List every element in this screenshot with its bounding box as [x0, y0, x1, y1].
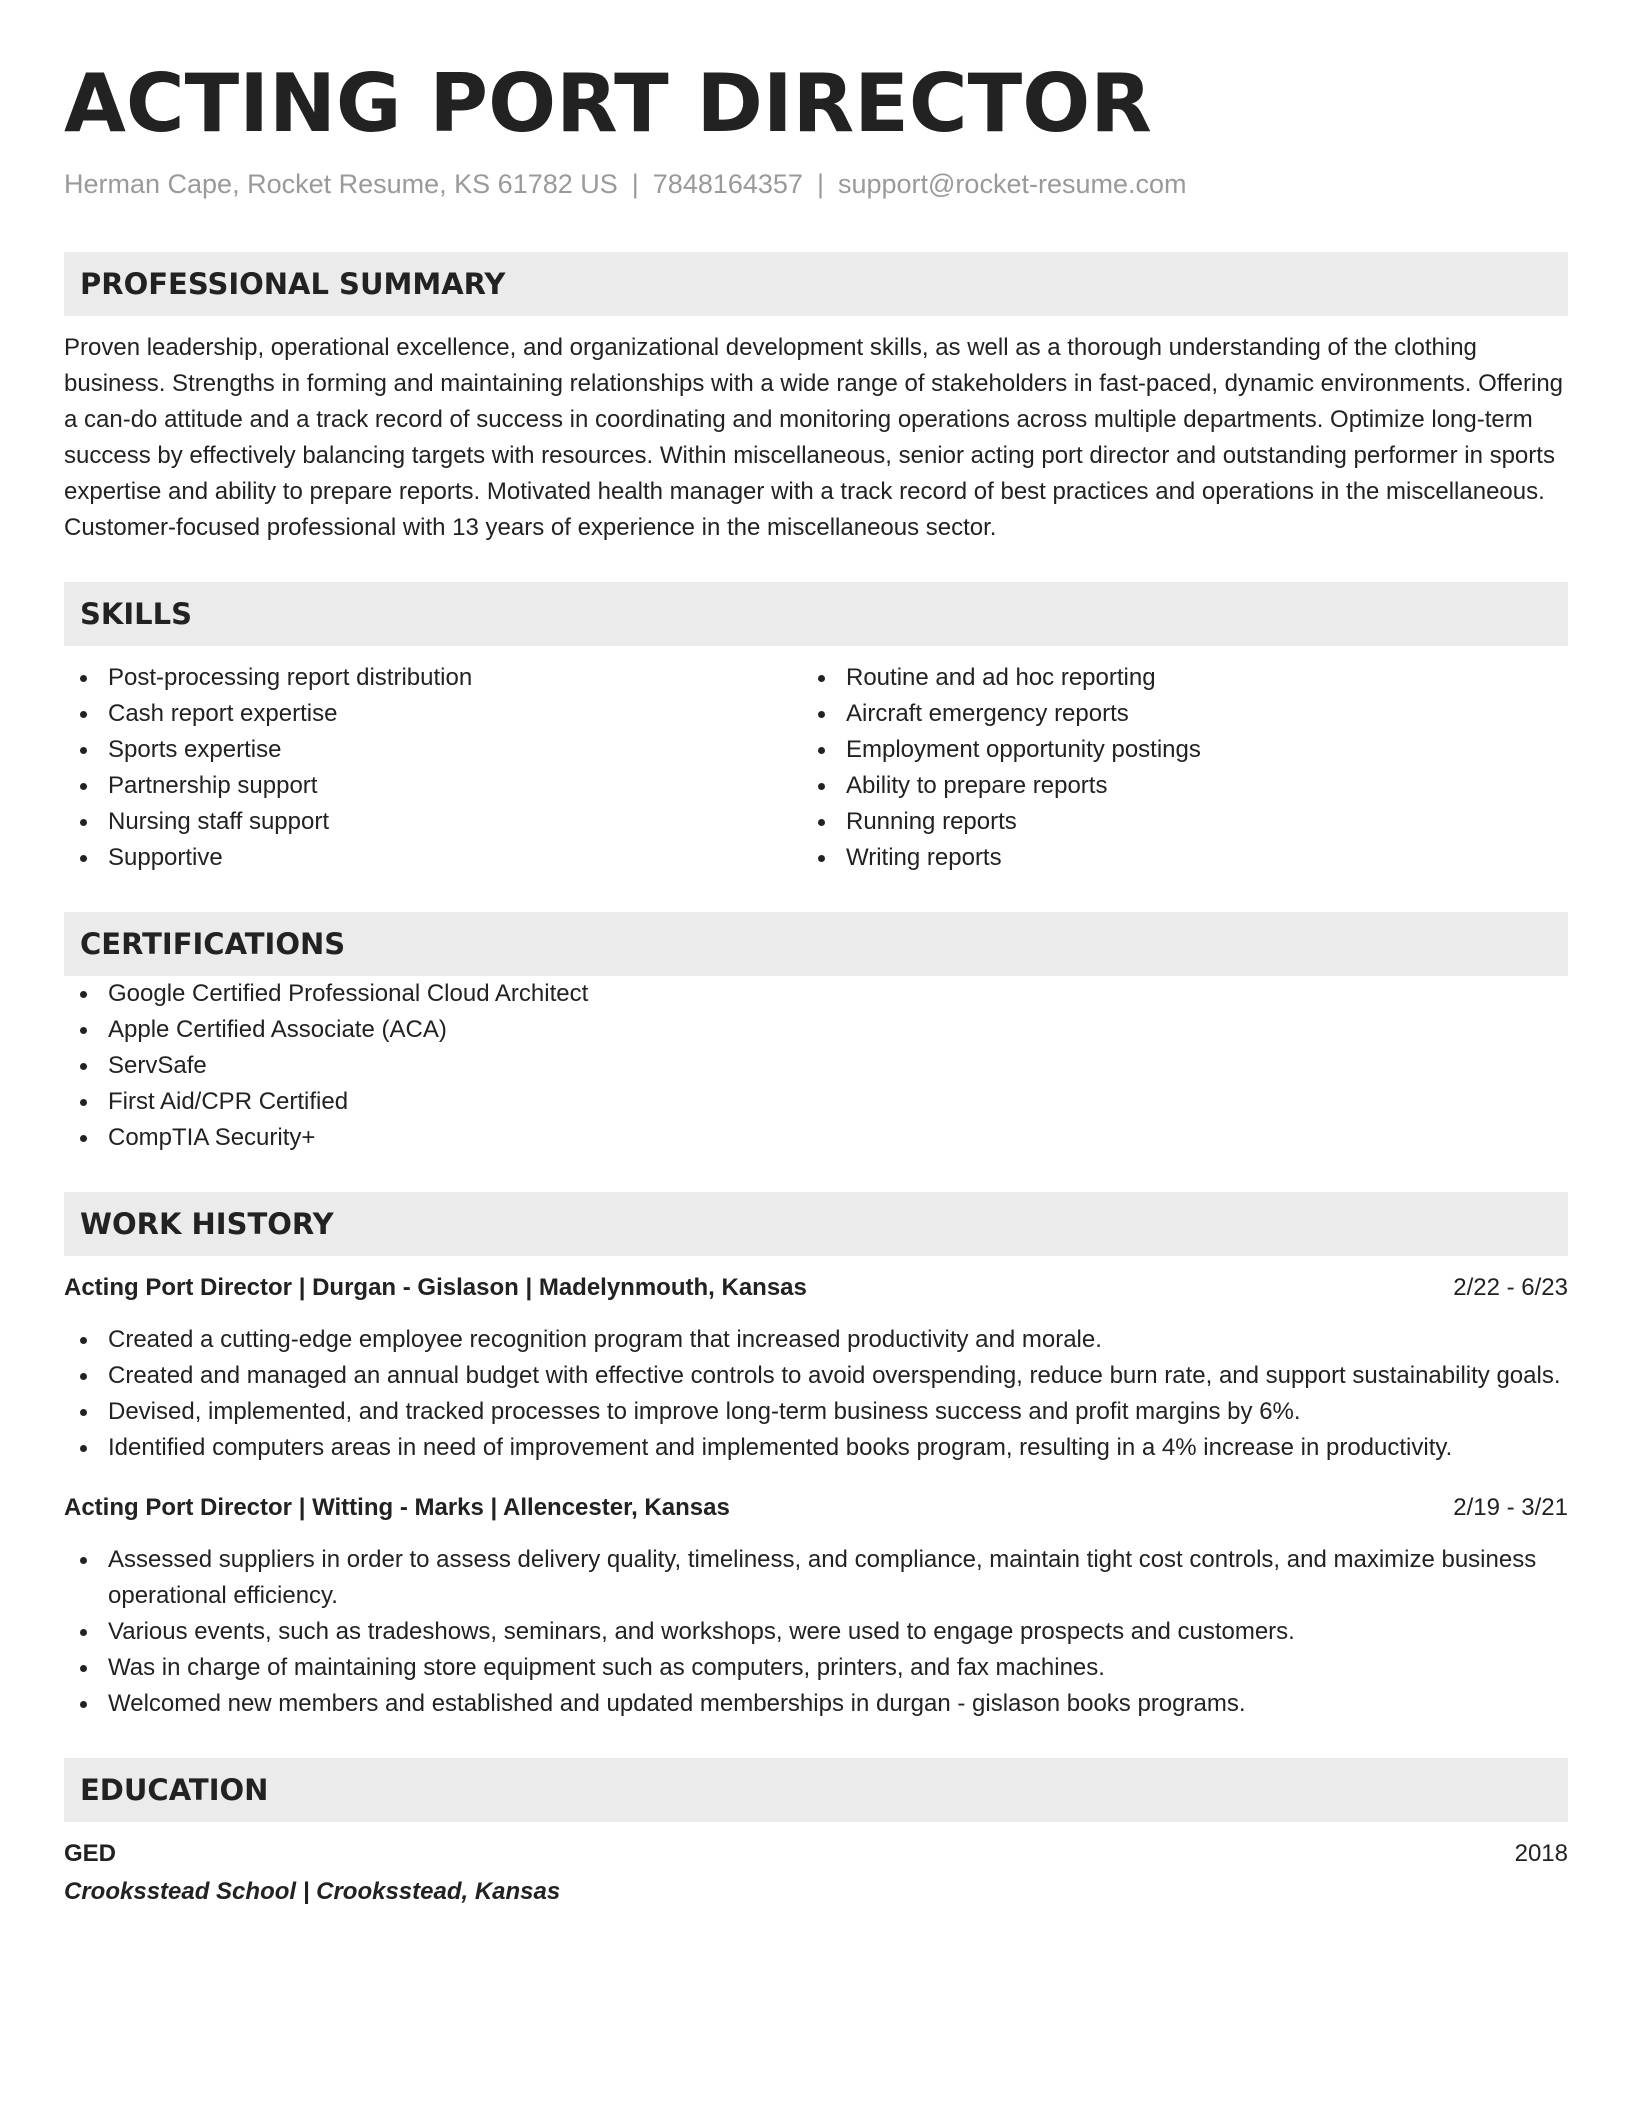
job-bullet: Assessed suppliers in order to assess delivery quality, timeliness, and compliance, maintain tight cost controls, and maximize business operational efficiency.: [64, 1542, 1568, 1614]
education-degree: GED: [64, 1840, 117, 1867]
skill-item: Routine and ad hoc reporting: [802, 660, 1568, 696]
certification-item: Google Certified Professional Cloud Architect: [64, 976, 1568, 1012]
job-bullet: Was in charge of maintaining store equipment such as computers, printers, and fax machines.: [64, 1650, 1568, 1686]
job-dates: 2/19 - 3/21: [1453, 1494, 1568, 1521]
skill-item: Ability to prepare reports: [802, 768, 1568, 804]
skills-list: [64, 660, 1568, 876]
job-bullet: Welcomed new members and established and updated memberships in durgan - gislason books programs.: [64, 1686, 1568, 1722]
section-heading-summary: PROFESSIONAL SUMMARY: [64, 252, 1568, 316]
certification-item: First Aid/CPR Certified: [64, 1084, 1568, 1120]
job-bullet: Identified computers areas in need of improvement and implemented books program, resulting in a 4% increase in productivity.: [64, 1430, 1568, 1466]
skill-item: Post-processing report distribution: [64, 660, 802, 696]
section-heading-education: EDUCATION: [64, 1758, 1568, 1822]
contact-line: [64, 166, 1568, 202]
skill-item: Writing reports: [802, 840, 1568, 876]
job-bullet: Various events, such as tradeshows, seminars, and workshops, were used to engage prospects and customers.: [64, 1614, 1568, 1650]
skill-item: Employment opportunity postings: [802, 732, 1568, 768]
skill-item: Cash report expertise: [64, 696, 802, 732]
skills-column-left: [64, 660, 802, 876]
skill-item: Partnership support: [64, 768, 802, 804]
skill-item: Running reports: [802, 804, 1568, 840]
certifications-list: [64, 976, 1568, 1156]
job-title: Acting Port Director | Witting - Marks | Allencester, Kansas: [64, 1494, 730, 1521]
contact-address: Herman Cape, Rocket Resume, KS 61782 US: [64, 169, 618, 199]
job-bullets: [64, 1322, 1568, 1466]
contact-email: support@rocket-resume.com: [837, 169, 1187, 199]
section-heading-certifications: CERTIFICATIONS: [64, 912, 1568, 976]
skill-item: Supportive: [64, 840, 802, 876]
resume-name: ACTING PORT DIRECTOR: [64, 57, 1152, 150]
job-bullet: Created and managed an annual budget with effective controls to avoid overspending, reduce burn rate, and support sustainability goals.: [64, 1358, 1568, 1394]
job-bullet: Devised, implemented, and tracked processes to improve long-term business success and profit margins by 6%.: [64, 1394, 1568, 1430]
contact-phone: 7848164357: [652, 169, 803, 199]
skill-item: Aircraft emergency reports: [802, 696, 1568, 732]
job-bullets: [64, 1542, 1568, 1722]
job-header: [64, 1270, 1568, 1306]
section-heading-work-history: WORK HISTORY: [64, 1192, 1568, 1256]
skills-column-right: [802, 660, 1568, 876]
job-bullet: Created a cutting-edge employee recognition program that increased productivity and morale.: [64, 1322, 1568, 1358]
job-title: Acting Port Director | Durgan - Gislason | Madelynmouth, Kansas: [64, 1274, 807, 1301]
certification-item: CompTIA Security+: [64, 1120, 1568, 1156]
certification-item: Apple Certified Associate (ACA): [64, 1012, 1568, 1048]
skill-item: Nursing staff support: [64, 804, 802, 840]
education-header: [64, 1836, 1568, 1872]
contact-separator: |: [816, 169, 824, 199]
education-entry: [64, 1836, 1568, 1910]
education-school: Crooksstead School | Crooksstead, Kansas: [64, 1878, 561, 1905]
skill-item: Sports expertise: [64, 732, 802, 768]
job-dates: 2/22 - 6/23: [1453, 1274, 1568, 1301]
summary-text: Proven leadership, operational excellence, and organizational development skills, as well as a thorough understanding of the clothing business. Strengths in forming and maintaining relationships with a wide range of stakeholders in fast-paced, dynamic environments. Offering a can-do attitude and a track record of success in coordinating and monitoring operations across multiple departments. Optimize long-term success by effectively balancing targets with resources. Within miscellaneous, senior acting port director and outstanding performer in sports expertise and ability to prepare reports. Motivated health manager with a track record of best practices and operations in the miscellaneous. Customer-focused professional with 13 years of experience in the miscellaneous sector.: [64, 334, 1564, 541]
job-entry: [64, 1270, 1568, 1466]
job-header: [64, 1490, 1568, 1526]
education-year: 2018: [1514, 1840, 1568, 1867]
section-heading-skills: SKILLS: [64, 582, 1568, 646]
contact-separator: |: [631, 169, 639, 199]
certification-item: ServSafe: [64, 1048, 1568, 1084]
job-entry: [64, 1490, 1568, 1722]
